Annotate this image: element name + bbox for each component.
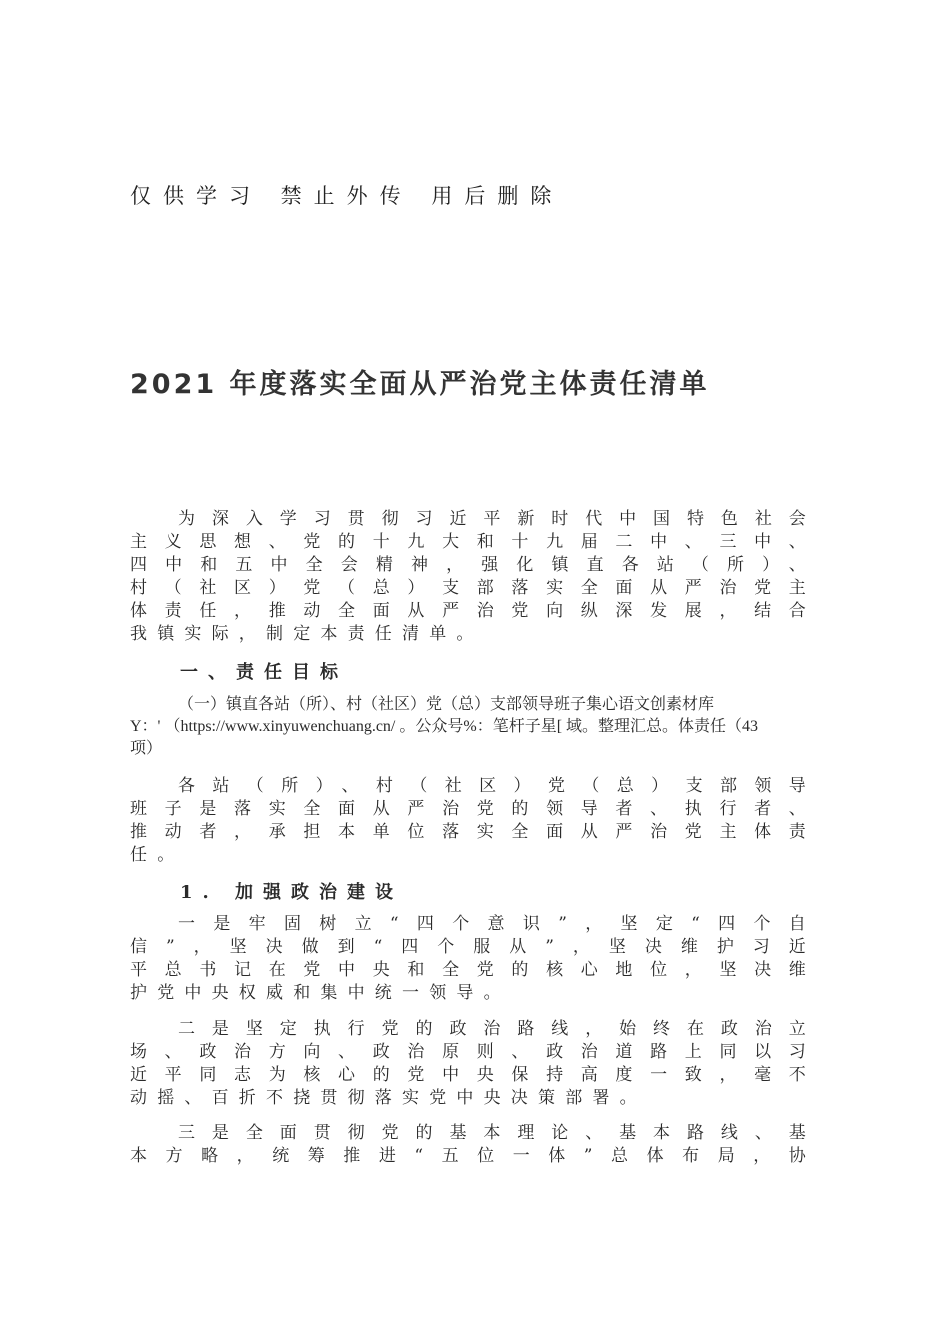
paragraph-line: 三是全面贯彻党的基本理论、基本路线、基 xyxy=(178,1123,816,1143)
body-paragraph xyxy=(130,1018,816,1110)
paragraph-line: 推动者，承担本单位落实全面从严治党主体责 xyxy=(130,822,816,842)
paragraph-line: 场、政治方向、政治原则、政治道路上同以习 xyxy=(130,1042,816,1062)
section-heading: 一、责任目标 xyxy=(180,662,348,683)
document-title: 2021 年度落实全面从严治党主体责任清单 xyxy=(130,369,710,400)
paragraph-line: 一是牢固树立“四个意识”，坚定“四个自 xyxy=(178,914,816,934)
paragraph-line: 二是坚定执行党的政治路线，始终在政治立 xyxy=(178,1019,816,1039)
intro-paragraph xyxy=(130,508,816,646)
paragraph-line: 体责任，推动全面从严治党向纵深发展，结合 xyxy=(130,601,816,621)
paragraph-line: 近平同志为核心的党中央保持高度一致，毫不 xyxy=(130,1065,816,1085)
paragraph-line: 村（社区）党（总）支部落实全面从严治党主 xyxy=(130,578,816,598)
paragraph-line: 平总书记在党中央和全党的核心地位，坚决维 xyxy=(130,960,816,980)
body-paragraph xyxy=(130,1122,816,1168)
notice-line: 仅供学习 禁止外传 用后删除 xyxy=(130,184,564,208)
paragraph-line: 四中和五中全会精神，强化镇直各站（所）、 xyxy=(130,555,816,575)
paragraph-line: 为深入学习贯彻习近平新时代中国特色社会 xyxy=(178,509,816,529)
paragraph-line: 本方略，统筹推进“五位一体”总体布局，协 xyxy=(130,1146,816,1166)
paragraph-line: 主义思想、党的十九大和十九届二中、三中、 xyxy=(130,532,816,552)
paragraph-line: Y：' （https://www.xinyuwenchuang.cn/ 。公众号%：笔杆子星[ 域。整理汇总。体责任（43 xyxy=(130,718,759,735)
paragraph-line: 班子是落实全面从严治党的领导者、执行者、 xyxy=(130,799,816,819)
item-heading: 1. 加强政治建设 xyxy=(180,882,404,903)
paragraph-line: 动摇、百折不挠贯彻落实党中央决策部署。 xyxy=(130,1088,647,1108)
paragraph-line: 各站（所）、村（社区）党（总）支部领导 xyxy=(178,776,816,796)
paragraph-line: 项） xyxy=(130,740,163,757)
body-paragraph xyxy=(130,775,816,867)
paragraph-line: 任。 xyxy=(130,845,185,865)
paragraph-line: （一）镇直各站（所）、村（社区）党（总）支部领导班子集心语文创素材库 xyxy=(178,696,715,713)
paragraph-line: 信”，坚决做到“四个服从”，坚决维护习近 xyxy=(130,937,816,957)
subsection-paragraph xyxy=(130,694,830,760)
paragraph-line: 我镇实际，制定本责任清单。 xyxy=(130,624,484,644)
body-paragraph xyxy=(130,913,816,1005)
paragraph-line: 护党中央权威和集中统一领导。 xyxy=(130,983,511,1003)
